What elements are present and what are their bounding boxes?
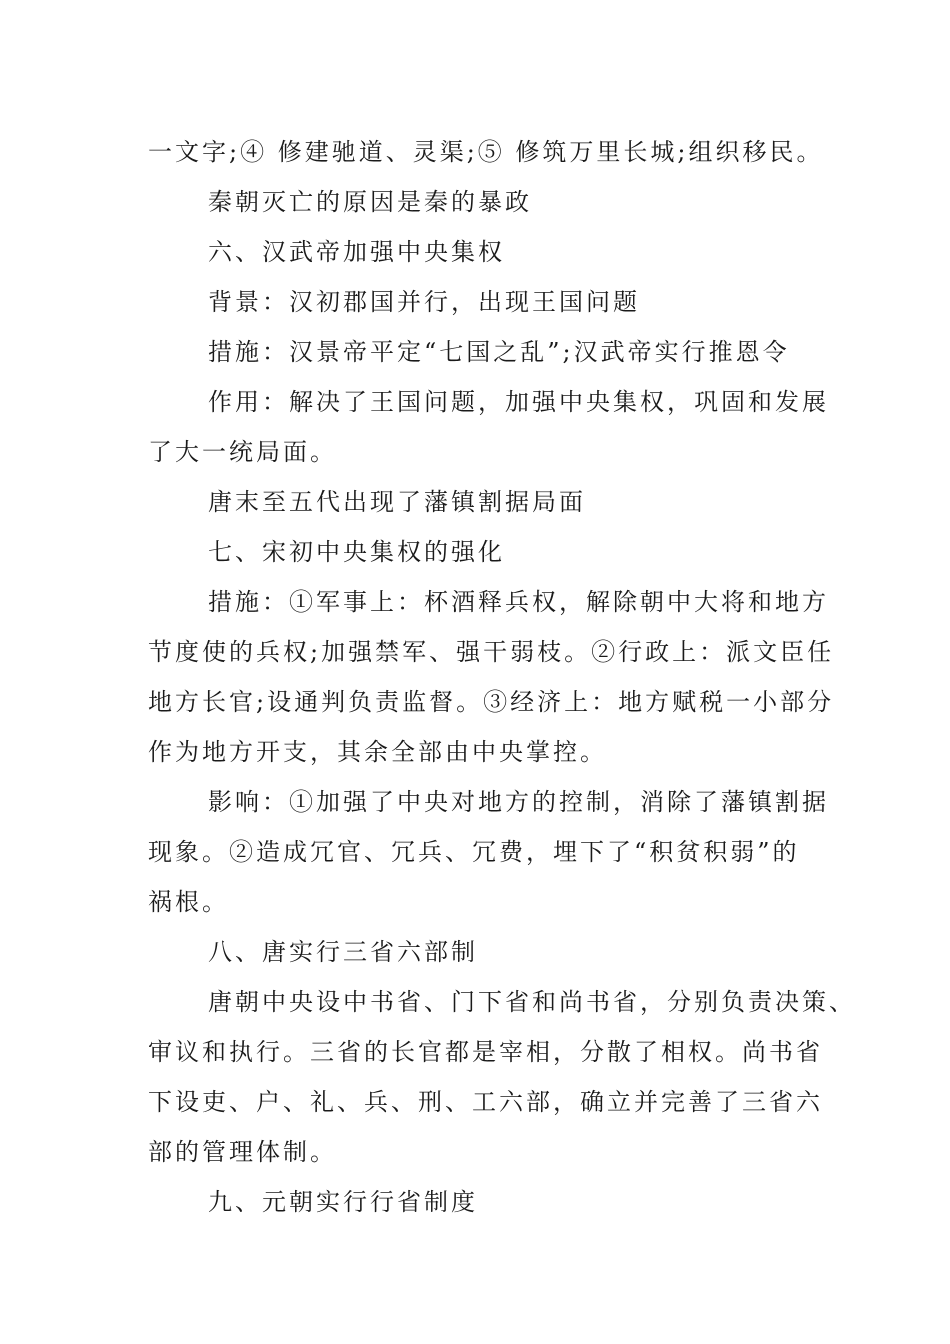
text-line: 影响：①加强了中央对地方的控制，消除了藩镇割据 (208, 788, 829, 816)
section-heading: 九、元朝实行行省制度 (208, 1188, 478, 1216)
text-line: 唐朝中央设中书省、门下省和尚书省，分别负责决策、 (208, 988, 856, 1016)
text-line: 措施：①军事上：杯酒释兵权，解除朝中大将和地方 (208, 588, 829, 616)
text-line: 祸根。 (148, 888, 229, 916)
section-heading: 八、唐实行三省六部制 (208, 938, 478, 966)
text-line: 一文字;④ 修建驰道、灵渠;⑤ 修筑万里长城;组织移民。 (148, 138, 824, 166)
text-line: 作用：解决了王国问题，加强中央集权，巩固和发展 (208, 388, 829, 416)
text-line: 审议和执行。三省的长官都是宰相，分散了相权。尚书省 (148, 1038, 823, 1066)
section-heading: 七、宋初中央集权的强化 (208, 538, 505, 566)
text-line: 唐末至五代出现了藩镇割据局面 (208, 488, 586, 516)
text-line: 作为地方开支，其余全部由中央掌控。 (148, 738, 607, 766)
text-line: 下设吏、户、礼、兵、刑、工六部，确立并完善了三省六 (148, 1088, 823, 1116)
text-line: 现象。②造成冗官、冗兵、冗费，埋下了“积贫积弱”的 (148, 838, 800, 866)
section-heading: 六、汉武帝加强中央集权 (208, 238, 505, 266)
text-line: 措施：汉景帝平定“七国之乱”;汉武帝实行推恩令 (208, 338, 790, 366)
text-line: 了大一统局面。 (148, 438, 337, 466)
text-line: 节度使的兵权;加强禁军、强干弱枝。②行政上：派文臣任 (148, 638, 835, 666)
text-line: 部的管理体制。 (148, 1138, 337, 1166)
text-line: 秦朝灭亡的原因是秦的暴政 (208, 188, 532, 216)
text-line: 背景：汉初郡国并行，出现王国问题 (208, 288, 640, 316)
text-line: 地方长官;设通判负责监督。③经济上：地方赋税一小部分 (148, 688, 835, 716)
